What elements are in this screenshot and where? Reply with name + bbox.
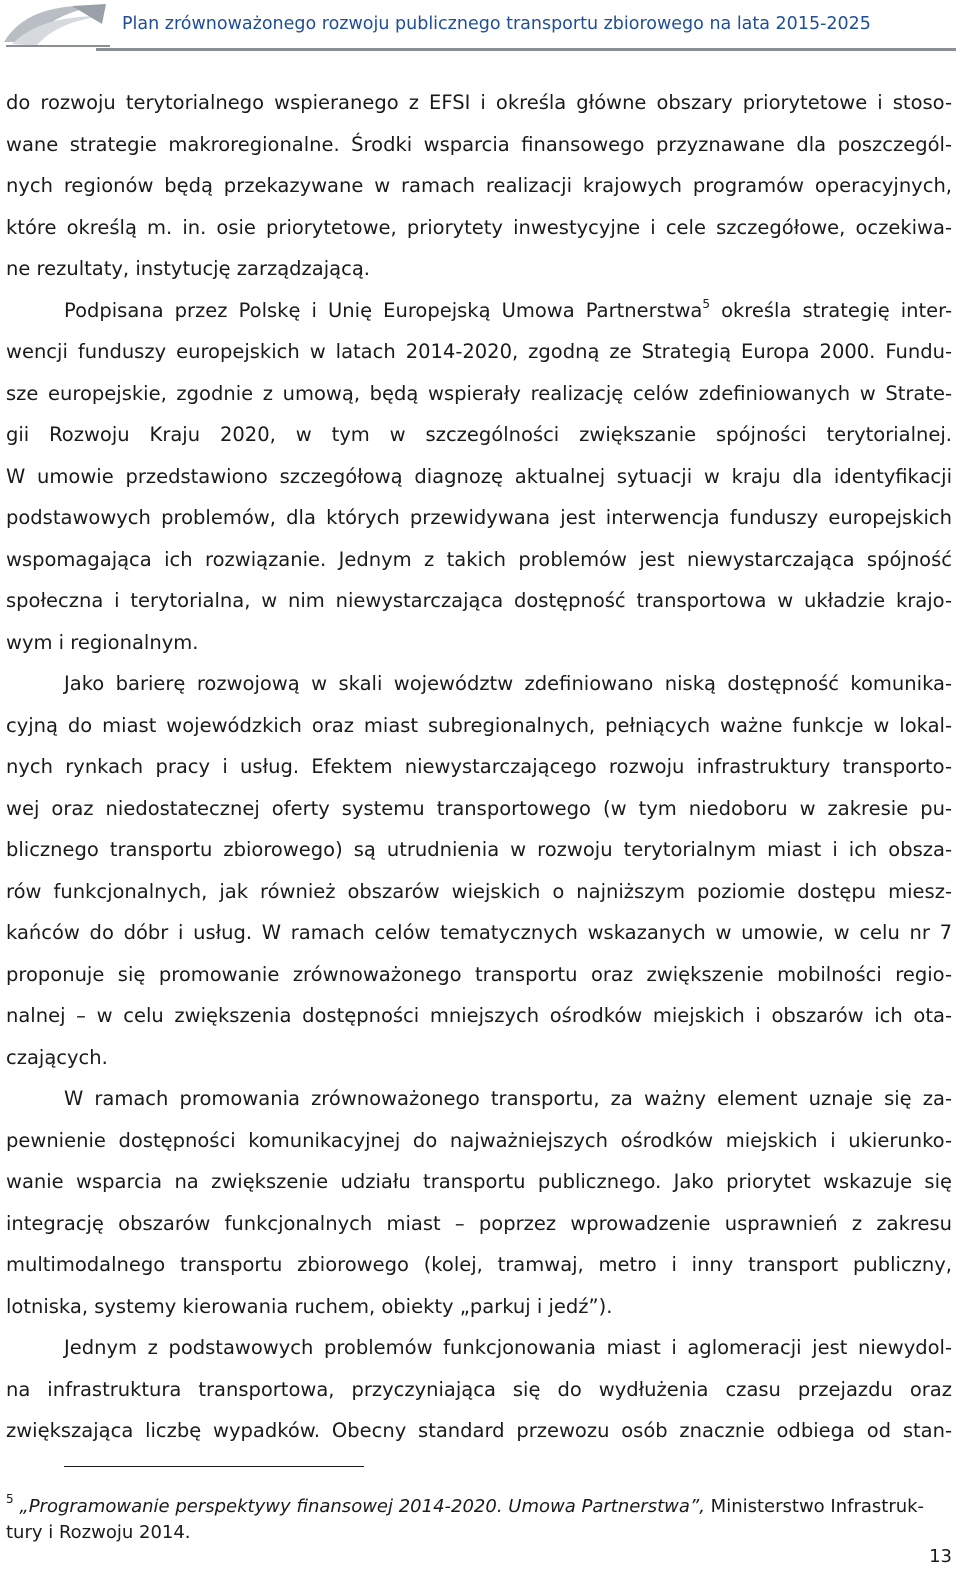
body-line: W umowie przedstawiono szczegółową diagnozę aktualnej sytuacji w kraju dla identyfikacji [6,464,952,488]
body-line: rów funkcjonalnych, jak również obszarów wiejskich o najniższym poziomie dostępu miesz- [6,879,952,903]
footnote-number: 5 [6,1492,14,1506]
footnote-title: „Programowanie perspektywy finansowej 2014-2020. Umowa Partnerstwa”, [19,1496,705,1517]
body-line: Jako barierę rozwojową w skali województw zdefiniowano niską dostępność komunika- [64,672,952,695]
body-line: proponuje się promowanie zrównoważonego transportu oraz zwiększenie mobilności regio- [6,962,952,986]
body-line: blicznego transportu zbiorowego) są utrudnienia w rozwoju terytorialnym miast i ich obsza- [6,838,952,861]
page-header [0,0,960,56]
header-title: Plan zrównoważonego rozwoju publicznego transportu zbiorowego na lata 2015-2025 [122,14,871,34]
swoosh-logo-icon [2,2,112,48]
footnote-reference: 5 [702,296,710,311]
body-line: integrację obszarów funkcjonalnych miast – poprzez wprowadzenie usprawnień z zakresu [6,1211,952,1235]
body-line: zwiększająca liczbę wypadków. Obecny standard przewozu osób znacznie odbiega od stan- [6,1419,952,1442]
body-line: sze europejskie, zgodnie z umową, będą wspierały realizację celów zdefiniowanych w Strate- [6,381,952,405]
footnote [6,1494,952,1520]
body-line: nalnej – w celu zwiększenia dostępności mniejszych ośrodków miejskich i obszarów ich ota- [6,1004,952,1027]
body-line: wane strategie makroregionalne. Środki wsparcia finansowego przyznawane dla poszczegól- [6,132,952,156]
body-line [6,290,952,332]
body-line: podstawowych problemów, dla których przewidywana jest interwencja funduszy europejskich [6,506,952,529]
body-line: nych rynkach pracy i usług. Efektem niewystarczającego rozwoju infrastruktury transporto- [6,755,952,778]
body-line: wym i regionalnym. [6,630,199,654]
header-rule [96,48,956,51]
footnote-line: tury i Rozwoju 2014. [6,1522,191,1543]
body-text: określa strategię inter- [710,298,952,322]
body-line: wanie wsparcia na zwiększenie udziału transportu publicznego. Jako priorytet wskazuje się [6,1170,952,1193]
body-line: na infrastruktura transportowa, przyczyniająca się do wydłużenia czasu przejazdu oraz [6,1377,952,1401]
body-line: gii Rozwoju Kraju 2020, w tym w szczególności zwiększanie spójności terytorialnej. [6,423,952,446]
body-line: Jednym z podstawowych problemów funkcjonowania miast i aglomeracji jest niewydol- [64,1336,952,1359]
body-line: wencji funduszy europejskich w latach 2014-2020, zgodną ze Strategią Europa 2000. Fundu- [6,340,952,363]
body-line: ne rezultaty, instytucję zarządzającą. [6,257,370,280]
body-line: wej oraz niedostatecznej oferty systemu transportowego (w tym niedoboru w zakresie pu- [6,796,952,820]
body-line: W ramach promowania zrównoważonego transportu, za ważny element uznaje się za- [64,1087,952,1110]
body-line: które określą m. in. osie priorytetowe, priorytety inwestycyjne i cele szczegółowe, oczekiwa- [6,215,952,239]
body-line: wspomagająca ich rozwiązanie. Jednym z takich problemów jest niewystarczająca spójność [6,547,952,571]
body-line: społeczna i terytorialna, w nim niewystarczająca dostępność transportowa w układzie krajo- [6,589,952,612]
footnote-text: Ministerstwo Infrastruk- [704,1496,925,1517]
body-line: multimodalnego transportu zbiorowego (kolej, tramwaj, metro i inny transport publiczny, [6,1253,952,1276]
body-line: kańców do dóbr i usług. W ramach celów tematycznych wskazanych w umowie, w celu nr 7 [6,921,952,944]
body-line: pewnienie dostępności komunikacyjnej do najważniejszych ośrodków miejskich i ukierunko- [6,1128,952,1152]
body-line: czających. [6,1045,108,1069]
footnote-separator [64,1466,364,1467]
body-line: lotniska, systemy kierowania ruchem, obiekty „parkuj i jedź”). [6,1294,613,1318]
body-text: Podpisana przez Polskę i Unię Europejską Umowa Partnerstwa [64,298,703,322]
body-line: cyjną do miast wojewódzkich oraz miast subregionalnych, pełniących ważne funkcje w lokal- [6,713,952,737]
page-number: 13 [929,1546,952,1567]
body-line: nych regionów będą przekazywane w ramach realizacji krajowych programów operacyjnych, [6,174,952,197]
body-line: do rozwoju terytorialnego wspieranego z EFSI i określa główne obszary priorytetowe i stoso- [6,91,952,114]
